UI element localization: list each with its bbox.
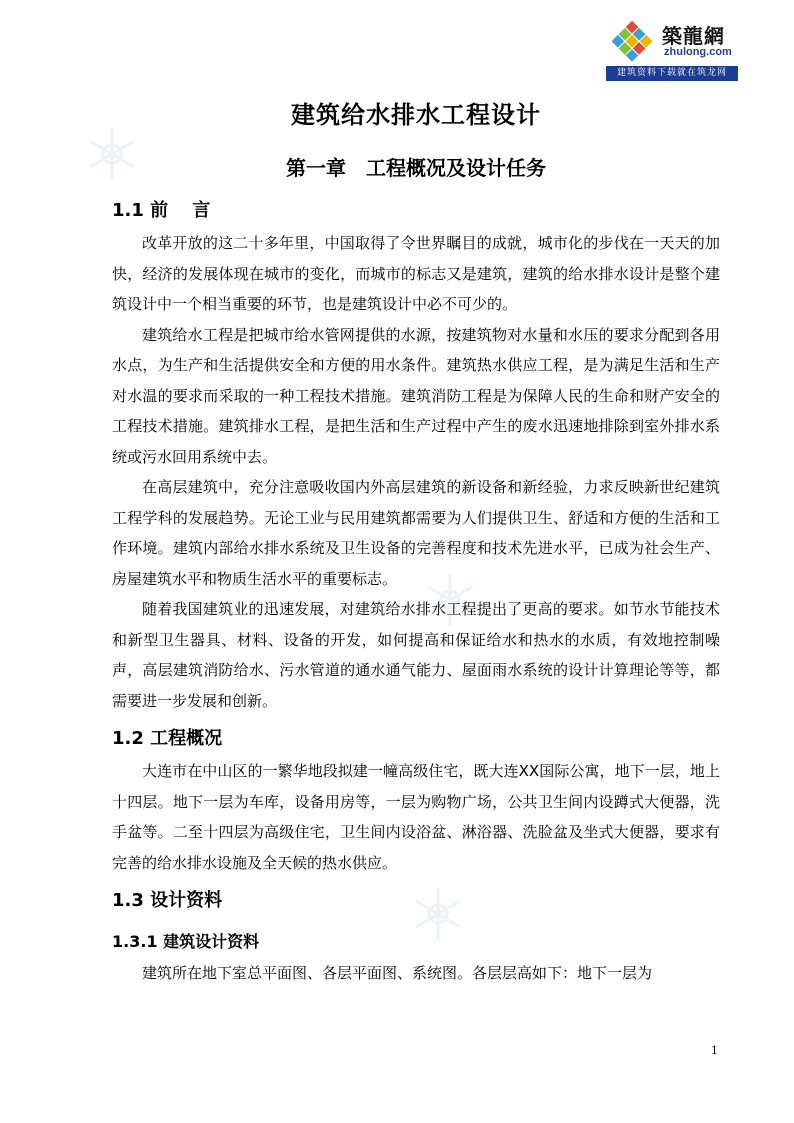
logo-brand-url: zhulong.com [664,46,732,58]
diamond-tiles-icon [606,18,658,66]
paragraph: 随着我国建筑业的迅速发展，对建筑给水排水工程提出了更高的要求。如节水节能技术和新型卫生器具、材料、设备的开发，如何提高和保证给水和热水的水质，有效地控制噪声，高层建筑消防给水、污水管道的通水通气能力、屋面雨水系统的设计计算理论等等，都需要进一步发展和创新。 [112,600,720,710]
section-heading-1-2: 1.2 工程概况 [112,728,223,749]
document-title: 建筑给水排水工程设计 [291,101,541,129]
paragraph: 建筑所在地下室总平面图、各层平面图、系统图。各层层高如下：地下一层为 [142,964,653,982]
paragraph: 建筑给水工程是把城市给水管网提供的水源，按建筑物对水量和水压的要求分配到各用水点，为生产和生活提供安全和方便的用水条件。建筑热水供应工程，是为满足生活和生产对水温的要求而采取的一种工程技术措施。建筑消防工程是为保障人民的生命和财产安全的工程技术措施。建筑排水工程，是把生活和生产过程中产生的废水迅速地排除到室外排水系统或污水回用系统中去。 [112,325,720,466]
subsection-heading-1-3-1: 1.3.1 建筑设计资料 [112,932,260,951]
section-heading-1-1: 1.1 前 言 [112,200,211,221]
document-body [112,94,720,989]
paragraph: 在高层建筑中，充分注意吸收国内外高层建筑的新设备和新经验，力求反映新世纪建筑工程学科的发展趋势。无论工业与民用建筑都需要为人们提供卫生、舒适和方便的生活和工作环境。建筑内部给水排水系统及卫生设备的完善程度和技术先进水平，已成为社会生产、房屋建筑水平和物质生活水平的重要标志。 [112,478,720,588]
chapter-title: 第一章 工程概况及设计任务 [286,156,546,180]
zhulong-logo[interactable] [604,14,740,82]
logo-brand-chinese: 築龍網 [662,24,725,48]
logo-slogan: 建筑资料下载就在筑龙网 [606,66,738,81]
paragraph: 大连市在中山区的一繁华地段拟建一幢高级住宅，既大连XX国际公寓，地下一层，地上十四层。地下一层为车库，设备用房等，一层为购物广场，公共卫生间内设蹲式大便器，洗手盆等。二至十四层为高级住宅，卫生间内设浴盆、淋浴器、洗脸盆及坐式大便器，要求有完善的给水排水设施及全天候的热水供应。 [112,762,720,872]
paragraph: 改革开放的这二十多年里，中国取得了令世界瞩目的成就，城市化的步伐在一天天的加快，经济的发展体现在城市的变化，而城市的标志又是建筑，建筑的给水排水设计是整个建筑设计中一个相当重要的环节，也是建筑设计中必不可少的。 [112,234,720,313]
page-number: 1 [711,1044,718,1057]
section-heading-1-3: 1.3 设计资料 [112,890,223,911]
